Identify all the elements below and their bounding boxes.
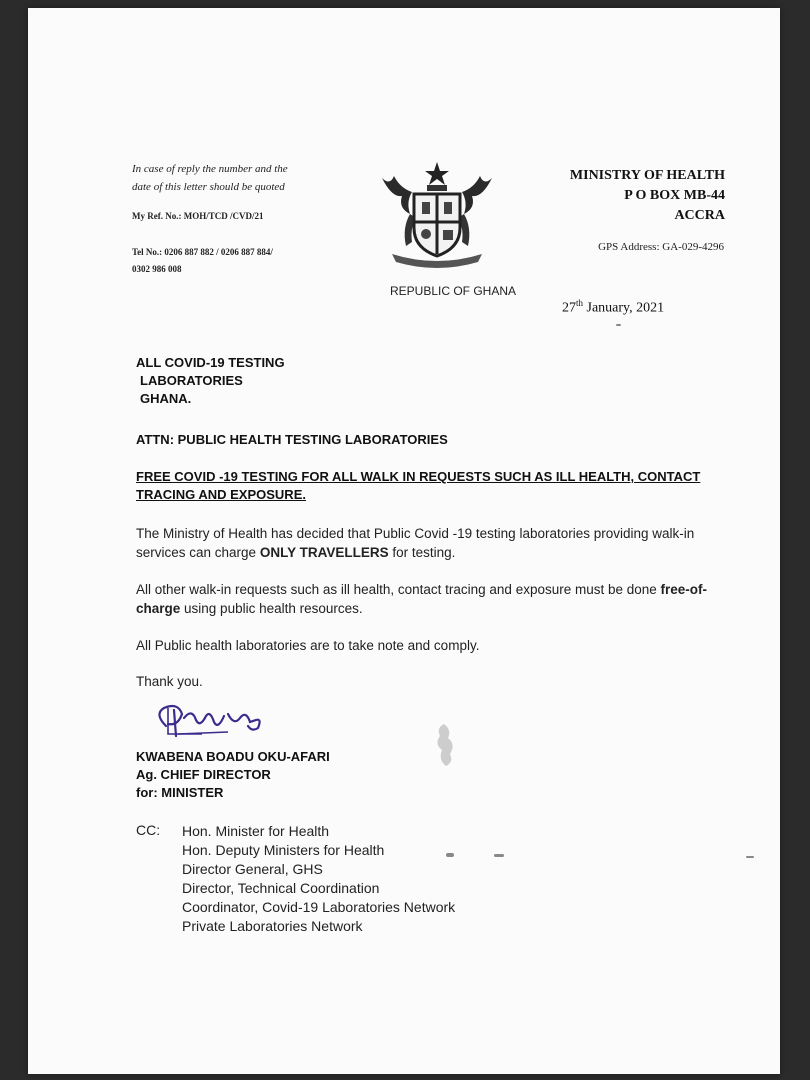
ministry-line: P O BOX MB-44: [624, 188, 725, 203]
cc-item: Hon. Minister for Health: [182, 823, 330, 839]
stamp-smudge-icon: [426, 720, 466, 770]
telephone-numbers: [132, 244, 362, 278]
body-paragraph-1: [136, 524, 736, 562]
signatory-block: [136, 748, 330, 802]
p2-emphasis: free-of-charge: [136, 582, 708, 616]
signatory-name: KWABENA BOADU OKU-AFARI: [136, 749, 330, 764]
reference-number: My Ref. No.: MOH/TCD /CVD/21: [132, 211, 264, 221]
scan-speck: [746, 856, 754, 858]
tel-line: 0302 986 008: [132, 264, 182, 274]
attention-line: ATTN: PUBLIC HEALTH TESTING LABORATORIES: [136, 432, 448, 447]
cc-list: [182, 822, 455, 936]
date-day: 27: [562, 300, 576, 316]
addressee-line: ALL COVID-19 TESTING: [136, 355, 285, 370]
ministry-line: MINISTRY OF HEALTH: [569, 168, 725, 183]
cc-item: Private Laboratories Network: [182, 918, 363, 934]
letter-date: [562, 298, 664, 317]
addressee-line: LABORATORIES: [140, 373, 243, 388]
ministry-line: ACCRA: [674, 208, 725, 223]
body-paragraph-3: All Public health laboratories are to take note and comply.: [136, 638, 480, 653]
cc-item: Director General, GHS: [182, 861, 323, 877]
date-suffix: th: [576, 298, 584, 308]
signatory-title: Ag. CHIEF DIRECTOR: [136, 767, 271, 782]
p2-text: All other walk-in requests such as ill health, contact tracing and exposure must be done: [136, 582, 661, 597]
p1-text: The Ministry of Health has decided that Public Covid -19 testing laboratories providing walk-in services can charge: [136, 526, 695, 560]
p2-text-end: using public health resources.: [180, 601, 363, 616]
coat-of-arms-icon: [372, 158, 502, 268]
closing-thanks: Thank you.: [136, 674, 203, 689]
addressee-line: GHANA.: [140, 391, 192, 406]
p1-emphasis: ONLY TRAVELLERS: [259, 545, 389, 560]
tel-line: Tel No.: 0206 887 882 / 0206 887 884/: [132, 247, 273, 257]
body-paragraph-2: [136, 580, 736, 618]
cc-item: Hon. Deputy Ministers for Health: [182, 842, 385, 858]
scan-speck: [494, 854, 504, 857]
subject-heading: FREE COVID -19 TESTING FOR ALL WALK IN REQUESTS SUCH AS ILL HEALTH, CONTACT TRACING AND EXPOSURE.: [136, 469, 701, 502]
gps-address: GPS Address: GA-029-4296: [598, 241, 724, 253]
signature-icon: [148, 696, 278, 742]
cc-item: Coordinator, Covid-19 Laboratories Network: [182, 899, 456, 915]
scan-speck: [616, 324, 621, 326]
ministry-address: [570, 166, 725, 226]
republic-label: REPUBLIC OF GHANA: [389, 284, 517, 298]
reply-note-line: date of this letter should be quoted: [132, 181, 285, 193]
date-rest: January, 2021: [583, 300, 665, 316]
letter-page: [28, 8, 780, 1074]
addressee: [136, 354, 285, 408]
reply-note-line: In case of reply the number and the: [132, 163, 288, 175]
scan-speck: [446, 853, 454, 857]
reply-note: [132, 160, 352, 196]
p1-text-end: for testing.: [388, 545, 456, 560]
cc-label: CC:: [136, 822, 161, 838]
cc-item: Director, Technical Coordination: [182, 880, 380, 896]
signatory-for: for: MINISTER: [136, 785, 224, 800]
